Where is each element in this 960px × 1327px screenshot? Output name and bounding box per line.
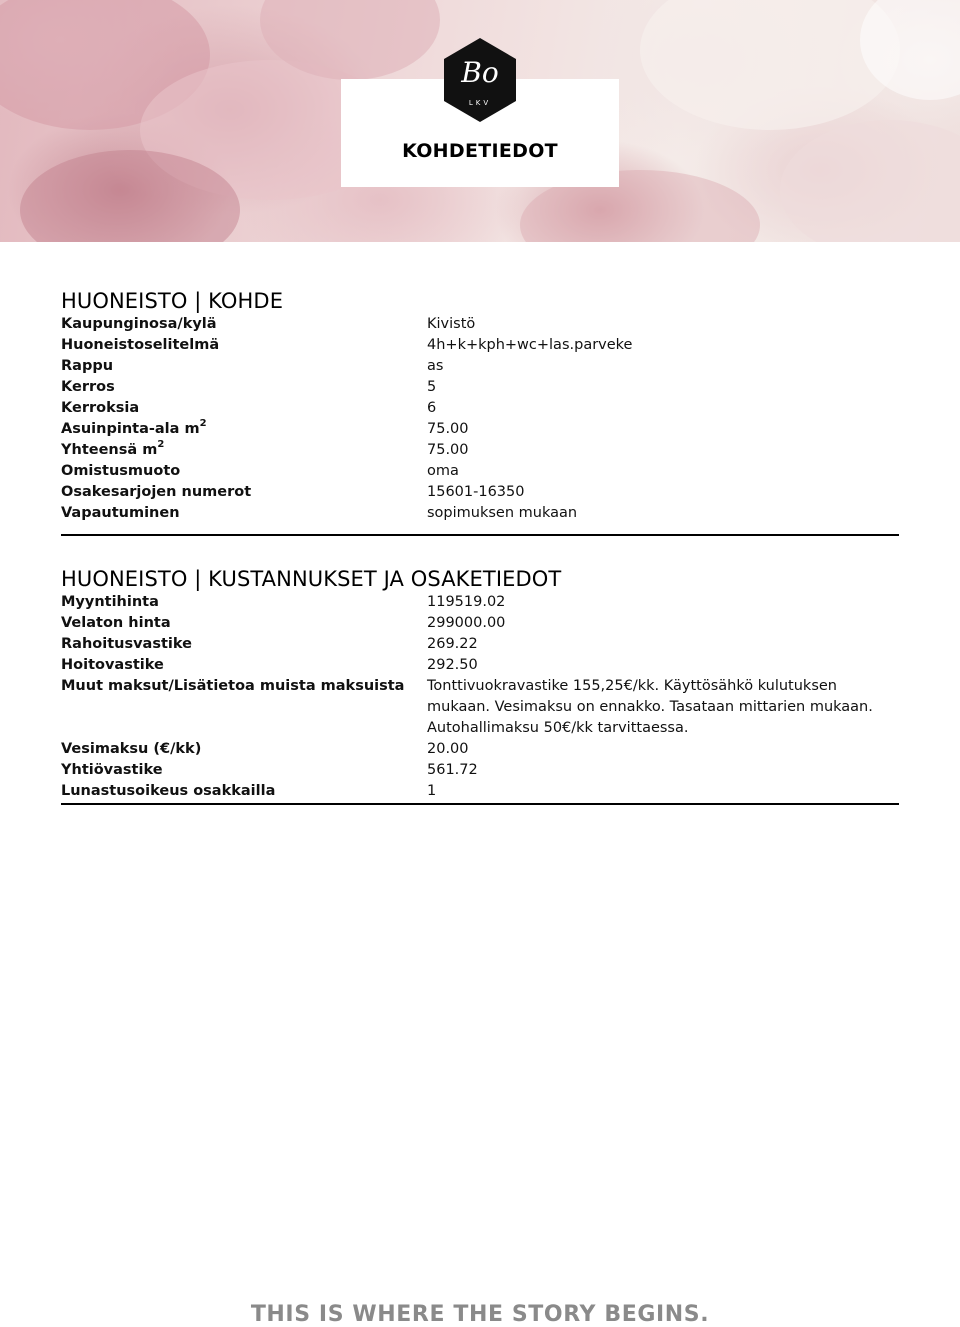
row-value: 269.22 <box>427 636 478 652</box>
table-row <box>61 781 899 802</box>
row-label <box>61 440 427 461</box>
page-title: KOHDETIEDOT <box>402 140 558 162</box>
section-title: HUONEISTO | KOHDE <box>61 289 284 313</box>
table-row <box>61 398 899 419</box>
row-label-text: Kerros <box>61 379 115 395</box>
row-label-text: Kaupunginosa/kylä <box>61 316 217 332</box>
row-label <box>61 760 427 781</box>
section-divider <box>61 534 899 536</box>
row-value: 292.50 <box>427 657 478 673</box>
row-value: 299000.00 <box>427 615 506 631</box>
row-label-text: Omistusmuoto <box>61 463 181 479</box>
row-value: 119519.02 <box>427 594 506 610</box>
table-row <box>61 655 899 676</box>
row-label <box>61 461 427 482</box>
kohde-table <box>61 314 899 524</box>
row-label-text: Muut maksut/Lisätietoa muista maksuista <box>61 678 405 694</box>
row-label <box>61 503 427 524</box>
petal-shape <box>780 120 960 242</box>
row-label-text: Yhteensä m <box>61 442 158 458</box>
row-label-text: Huoneistoselitelmä <box>61 337 220 353</box>
row-label <box>61 482 427 503</box>
footer-tagline: THIS IS WHERE THE STORY BEGINS. <box>250 1302 710 1327</box>
row-label <box>61 592 427 613</box>
table-row <box>61 356 899 377</box>
row-label-text: Vapautuminen <box>61 505 180 521</box>
superscript: 2 <box>157 439 165 451</box>
row-label <box>61 335 427 356</box>
row-label-text: Asuinpinta-ala m <box>61 421 200 437</box>
table-row <box>61 419 899 440</box>
kustannukset-table <box>61 592 899 802</box>
row-label <box>61 314 427 335</box>
row-label <box>61 419 427 440</box>
table-row <box>61 314 899 335</box>
row-value: 20.00 <box>427 741 469 757</box>
row-value: sopimuksen mukaan <box>427 505 578 521</box>
table-row <box>61 739 899 760</box>
row-value: 561.72 <box>427 762 478 778</box>
row-label-text: Osakesarjojen numerot <box>61 484 252 500</box>
row-label <box>61 676 427 739</box>
row-value: 75.00 <box>427 442 469 458</box>
row-value: 5 <box>427 379 437 395</box>
row-label <box>61 377 427 398</box>
row-label <box>61 781 427 802</box>
table-row <box>61 760 899 781</box>
table-row <box>61 482 899 503</box>
section-kustannukset <box>61 566 899 802</box>
row-label-text: Hoitovastike <box>61 657 164 673</box>
row-label-text: Vesimaksu (€/kk) <box>61 741 202 757</box>
row-label-text: Kerroksia <box>61 400 140 416</box>
row-value: oma <box>427 463 459 479</box>
row-label-text: Myyntihinta <box>61 594 159 610</box>
table-row <box>61 613 899 634</box>
row-value: 6 <box>427 400 437 416</box>
table-row <box>61 634 899 655</box>
logo-text: Bo <box>461 56 499 89</box>
hero-image <box>0 0 960 242</box>
table-row <box>61 503 899 524</box>
row-label <box>61 613 427 634</box>
table-row <box>61 377 899 398</box>
row-label-text: Rahoitusvastike <box>61 636 192 652</box>
row-label <box>61 398 427 419</box>
section-kohde <box>61 288 899 524</box>
bo-lkv-logo <box>442 36 518 124</box>
row-label <box>61 634 427 655</box>
row-label <box>61 356 427 377</box>
superscript: 2 <box>199 418 207 430</box>
row-value: 4h+k+kph+wc+las.parveke <box>427 337 633 353</box>
section-title: HUONEISTO | KUSTANNUKSET JA OSAKETIEDOT <box>61 567 562 591</box>
table-row <box>61 461 899 482</box>
row-value: 1 <box>427 783 437 799</box>
row-value: Tonttivuokravastike 155,25€/kk. Käyttösähkö kulutuksen mukaan. Vesimaksu on ennakko. Tasataan mittarien mukaan. Autohallimaksu 50€/kk tarvittaessa. <box>427 678 873 736</box>
table-row <box>61 335 899 356</box>
logo-subtext: LKV <box>468 99 492 107</box>
row-label-text: Yhtiövastike <box>61 762 163 778</box>
row-label <box>61 655 427 676</box>
row-label-text: Velaton hinta <box>61 615 171 631</box>
row-value: 15601-16350 <box>427 484 525 500</box>
table-row <box>61 676 899 739</box>
row-label-text: Rappu <box>61 358 114 374</box>
row-value: 75.00 <box>427 421 469 437</box>
row-label <box>61 739 427 760</box>
section-divider <box>61 803 899 805</box>
row-value: as <box>427 358 444 374</box>
row-label-text: Lunastusoikeus osakkailla <box>61 783 276 799</box>
petal-shape <box>640 0 900 130</box>
table-row <box>61 440 899 461</box>
row-value: Kivistö <box>427 316 476 332</box>
table-row <box>61 592 899 613</box>
